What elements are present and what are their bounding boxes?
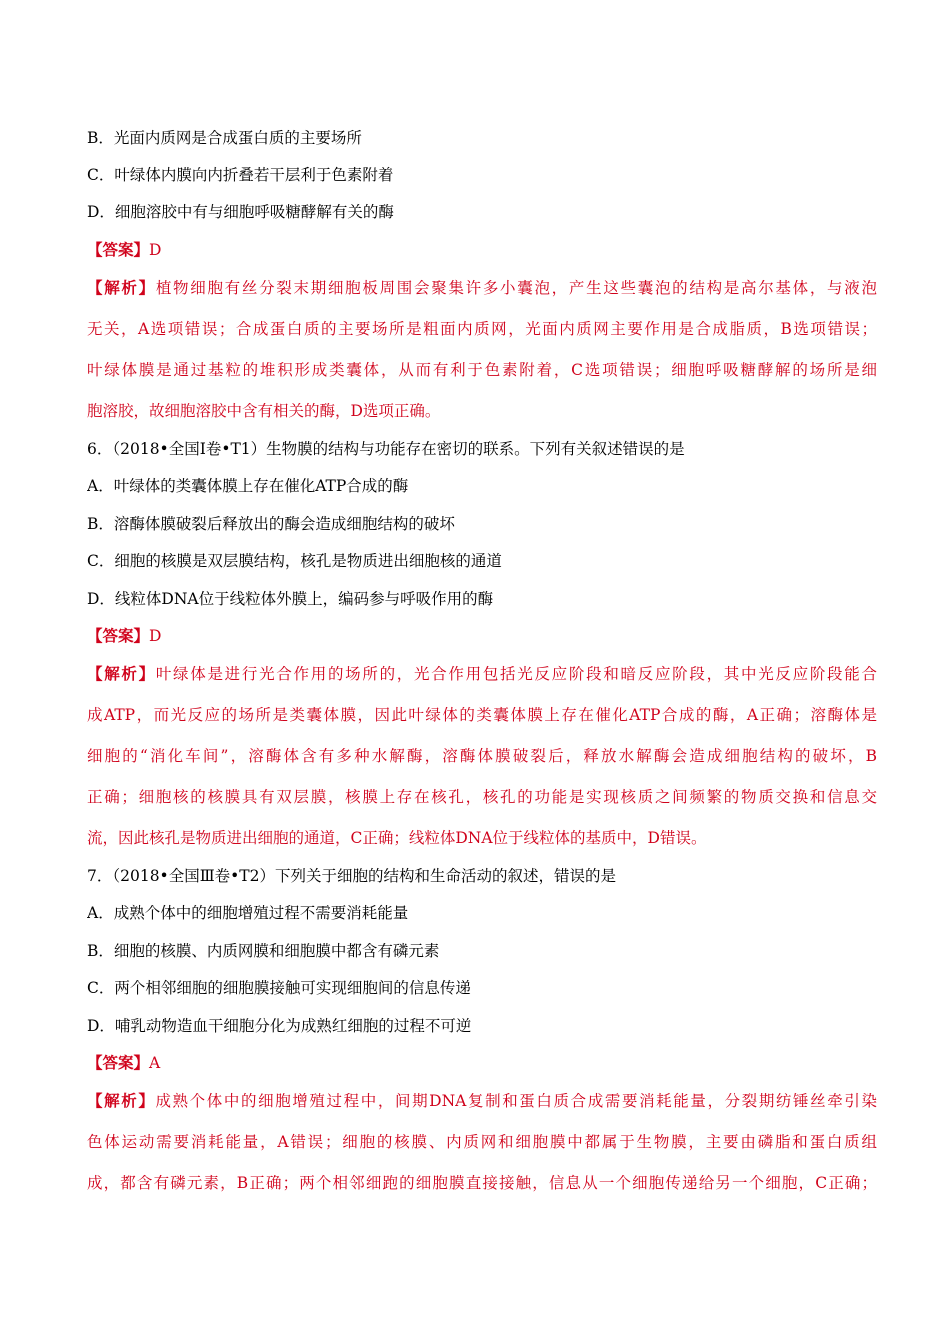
q7-explanation-line: 成，都含有磷元素，B正确；两个相邻细跑的细胞膜直接接触，信息从一个细胞传递给另一个细胞，C正确； <box>87 1174 877 1192</box>
q7-explanation-line <box>87 1091 877 1111</box>
answer-tag: 【答案】 <box>87 1053 150 1072</box>
explanation-tag: 【解析】 <box>87 1091 156 1110</box>
answer-value: D <box>149 241 162 259</box>
q6-explanation-line: 流，因此核孔是物质进出细胞的通道，C正确；线粒体DNA位于线粒体的基质中，D错误。 <box>87 829 707 847</box>
q6-explanation-line: 成ATP，而光反应的场所是类囊体膜，因此叶绿体的类囊体膜上存在催化ATP合成的酶，A正确；溶酶体是 <box>87 706 877 724</box>
q5-option-d: D．细胞溶胶中有与细胞呼吸糖酵解有关的酶 <box>87 203 394 221</box>
q6-explanation-line <box>87 664 877 684</box>
q5-explanation-line: 叶绿体膜是通过基粒的堆积形成类囊体，从而有利于色素附着，C选项错误；细胞呼吸糖酵解的场所是细 <box>87 361 877 379</box>
q7-option-a: A．成熟个体中的细胞增殖过程不需要消耗能量 <box>87 904 409 922</box>
q5-option-b: B．光面内质网是合成蛋白质的主要场所 <box>87 129 362 147</box>
answer-tag: 【答案】 <box>87 626 150 645</box>
q7-stem: 7．（2018•全国Ⅲ卷•T2）下列关于细胞的结构和生命活动的叙述，错误的是 <box>87 867 616 885</box>
q6-answer <box>87 626 877 646</box>
answer-tag: 【答案】 <box>87 240 150 259</box>
q6-explanation-line: 细胞的“消化车间”，溶酶体含有多种水解酶，溶酶体膜破裂后，释放水解酶会造成细胞结构的破坏，B <box>87 747 877 765</box>
answer-value: D <box>149 627 162 645</box>
q6-option-b: B．溶酶体膜破裂后释放出的酶会造成细胞结构的破坏 <box>87 515 455 533</box>
q5-explanation-line: 无关，A选项错误；合成蛋白质的主要场所是粗面内质网，光面内质网主要作用是合成脂质，B选项错误； <box>87 320 877 338</box>
explanation-text: 植物细胞有丝分裂末期细胞板周围会聚集许多小囊泡，产生这些囊泡的结构是高尔基体，与液泡 <box>155 279 877 297</box>
explanation-tag: 【解析】 <box>87 278 156 297</box>
q5-answer <box>87 240 877 260</box>
explanation-text: 叶绿体是进行光合作用的场所的，光合作用包括光反应阶段和暗反应阶段，其中光反应阶段能合 <box>155 665 877 683</box>
explanation-text: 成熟个体中的细胞增殖过程中，间期DNA复制和蛋白质合成需要消耗能量，分裂期纺锤丝牵引染 <box>155 1092 877 1110</box>
q7-option-d: D．哺乳动物造血干细胞分化为成熟红细胞的过程不可逆 <box>87 1017 472 1035</box>
q7-explanation-line: 色体运动需要消耗能量，A错误；细胞的核膜、内质网和细胞膜中都属于生物膜，主要由磷脂和蛋白质组 <box>87 1133 877 1151</box>
q5-option-c: C．叶绿体内膜向内折叠若干层利于色素附着 <box>87 166 394 184</box>
explanation-tag: 【解析】 <box>87 664 156 683</box>
q7-answer <box>87 1053 877 1073</box>
q5-explanation-line <box>87 278 877 298</box>
q6-option-a: A．叶绿体的类囊体膜上存在催化ATP合成的酶 <box>87 477 409 495</box>
q6-explanation-line: 正确；细胞核的核膜具有双层膜，核膜上存在核孔，核孔的功能是实现核质之间频繁的物质交换和信息交 <box>87 788 877 806</box>
q7-option-c: C．两个相邻细胞的细胞膜接触可实现细胞间的信息传递 <box>87 979 471 997</box>
q5-explanation-line: 胞溶胶，故细胞溶胶中含有相关的酶，D选项正确。 <box>87 402 441 420</box>
answer-value: A <box>149 1054 161 1072</box>
q6-option-c: C．细胞的核膜是双层膜结构，核孔是物质进出细胞核的通道 <box>87 552 502 570</box>
q6-option-d: D．线粒体DNA位于线粒体外膜上，编码参与呼吸作用的酶 <box>87 590 494 608</box>
q6-stem: 6．（2018•全国Ⅰ卷•T1）生物膜的结构与功能存在密切的联系。下列有关叙述错误的是 <box>87 440 685 458</box>
q7-option-b: B．细胞的核膜、内质网膜和细胞膜中都含有磷元素 <box>87 942 440 960</box>
